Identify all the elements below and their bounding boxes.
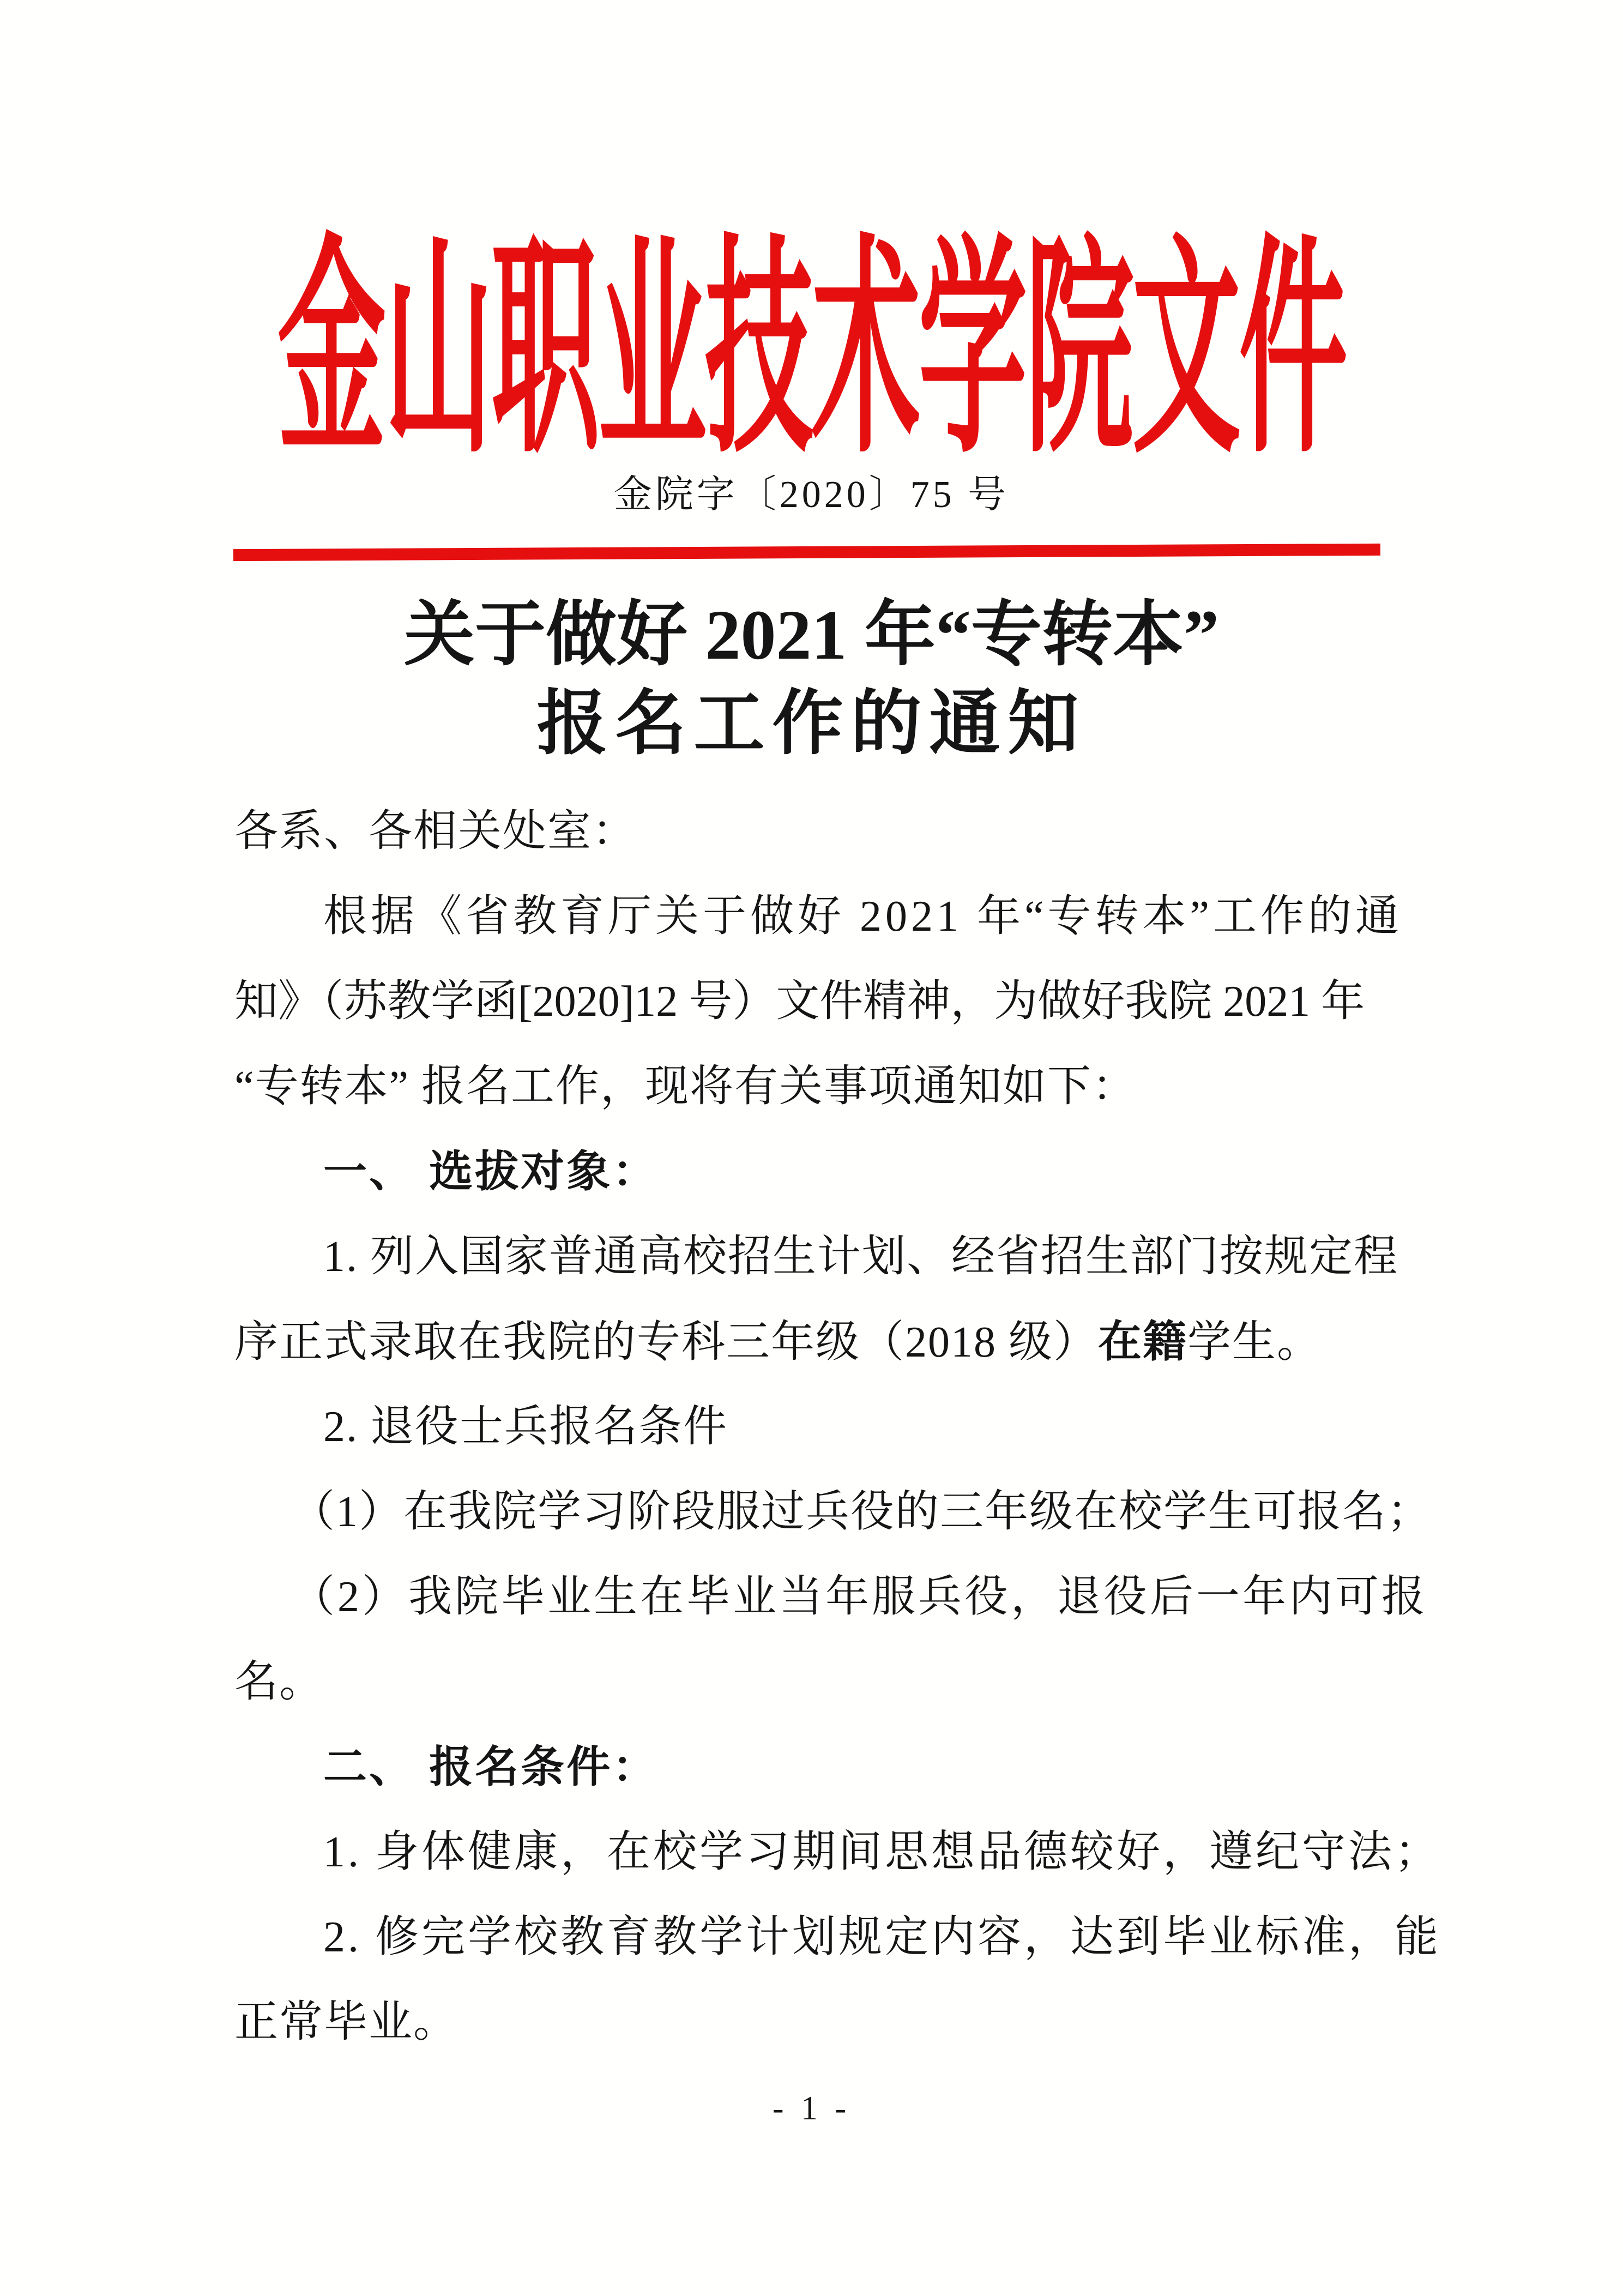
doc-number: 金院字〔2020〕75 号 — [613, 474, 1010, 516]
red-header-banner — [0, 223, 1623, 481]
doc-title — [0, 591, 1623, 769]
red-divider-line — [233, 544, 1380, 561]
section-heading-2: 二、 报名条件： — [323, 1743, 659, 1791]
body-line-pre: 序正式录取在我院的专科三年级（2018 级） — [234, 1318, 1098, 1366]
section-heading-1: 一、 选拔对象： — [323, 1147, 659, 1196]
body-line-mixed-bold — [234, 1299, 1397, 1384]
body-line: （1）在我院学习阶段服过兵役的三年级在校学生可报名； — [291, 1488, 1432, 1536]
body-line: 正常毕业。 — [234, 1998, 458, 2046]
body-line: 2. 退役士兵报名条件 — [323, 1403, 728, 1451]
body-line-post: 学生。 — [1187, 1318, 1322, 1366]
doc-title-line1: 关于做好 2021 年“专转本” — [403, 596, 1219, 674]
bold-inline-text: 在籍 — [1098, 1317, 1187, 1366]
org-title-text: 金山职业技术学院文件 — [277, 223, 1346, 481]
body-line: 1. 身体健康，在校学习期间思想品德较好，遵纪守法； — [323, 1828, 1441, 1876]
body-line: 根据《省教育厅关于做好 2021 年“专转本”工作的通 — [323, 893, 1403, 941]
body-text — [234, 789, 1441, 2065]
body-line: 名。 — [234, 1658, 324, 1706]
salutation-line: 各系、各相关处室： — [234, 807, 637, 855]
body-line: “专转本” 报名工作，现将有关事项通知如下： — [234, 1063, 1137, 1111]
body-line: （2）我院毕业生在毕业当年服兵役，退役后一年内可报 — [291, 1573, 1428, 1621]
page-number: - 1 - — [772, 2090, 851, 2127]
body-line: 2. 修完学校教育教学计划规定内容，达到毕业标准，能 — [323, 1913, 1441, 1961]
body-line: 知》（苏教学函[2020]12 号）文件精神，为做好我院 2021 年 — [234, 978, 1365, 1026]
doc-title-line2: 报名工作的通知 — [536, 685, 1087, 763]
body-line: 1. 列入国家普通高校招生计划、经省招生部门按规定程 — [323, 1233, 1398, 1281]
